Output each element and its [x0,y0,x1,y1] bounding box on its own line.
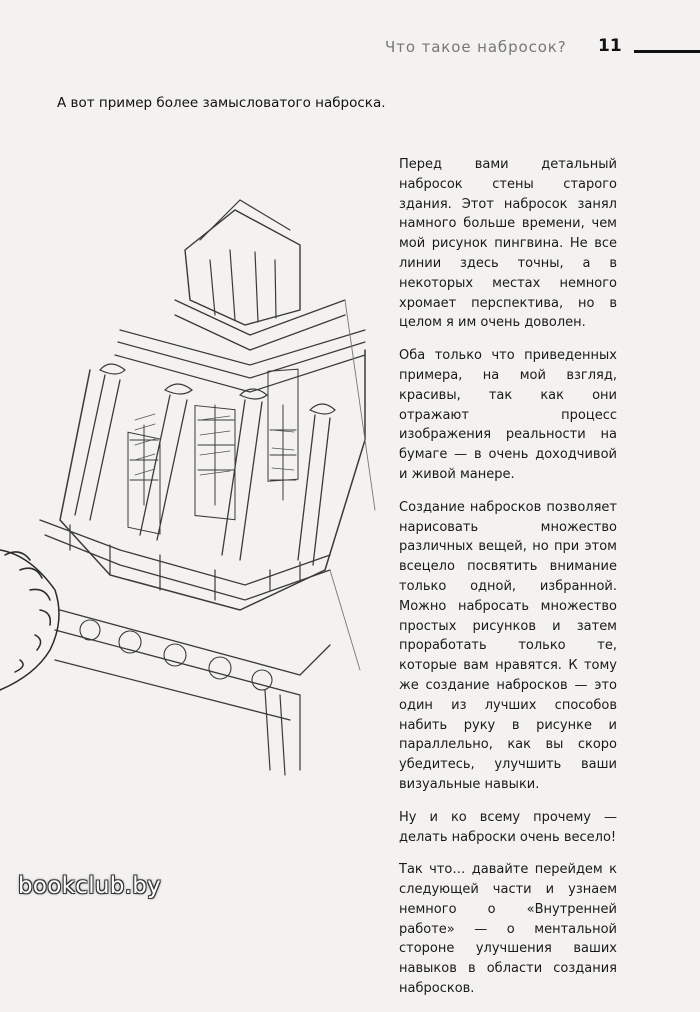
intro-text: А вот пример более замысловатого наброска. [57,95,386,111]
paragraph: Создание набросков позволяет нарисовать множество различных вещей, но при этом всецело посвятить внимание только одной, избранной. Можно набросать множество простых рисунков и затем проработать только те, которые вам нравятся. К тому же создание набросков — это один из лучших способов набить руку в рисунке и параллельно, как вы скоро убедитесь, улучшить ваши визуальные навыки. [399,499,617,792]
paragraph: Перед вами детальный набросок стены старого здания. Этот набросок занял намного больше времени, чем мой рисунок пингвина. Не все линии здесь точны, а в некоторых местах немного хромает перспектива, но в целом я им очень доволен. [399,157,617,331]
paragraph: Оба только что приведенных примера, на мой взгляд, красивы, так как они отражают процесс изображения реальности на бумаге — в очень доходчивой и живой манере. [399,348,617,482]
paragraph: Так что… давайте перейдем к следующей части и узнаем немного о «Внутренней работе» — о ментальной стороне улучшения ваших навыков в области создания набросков. [399,862,617,997]
body-text-column [399,155,617,1012]
watermark: bookclub.by [18,873,162,899]
building-sketch-illustration [0,190,385,790]
page-number: 11 [598,36,622,56]
running-title: Что такое набросок? [385,38,567,56]
header-rule [634,50,700,53]
paragraph: Ну и ко всему прочему — делать наброски очень весело! [399,809,617,845]
